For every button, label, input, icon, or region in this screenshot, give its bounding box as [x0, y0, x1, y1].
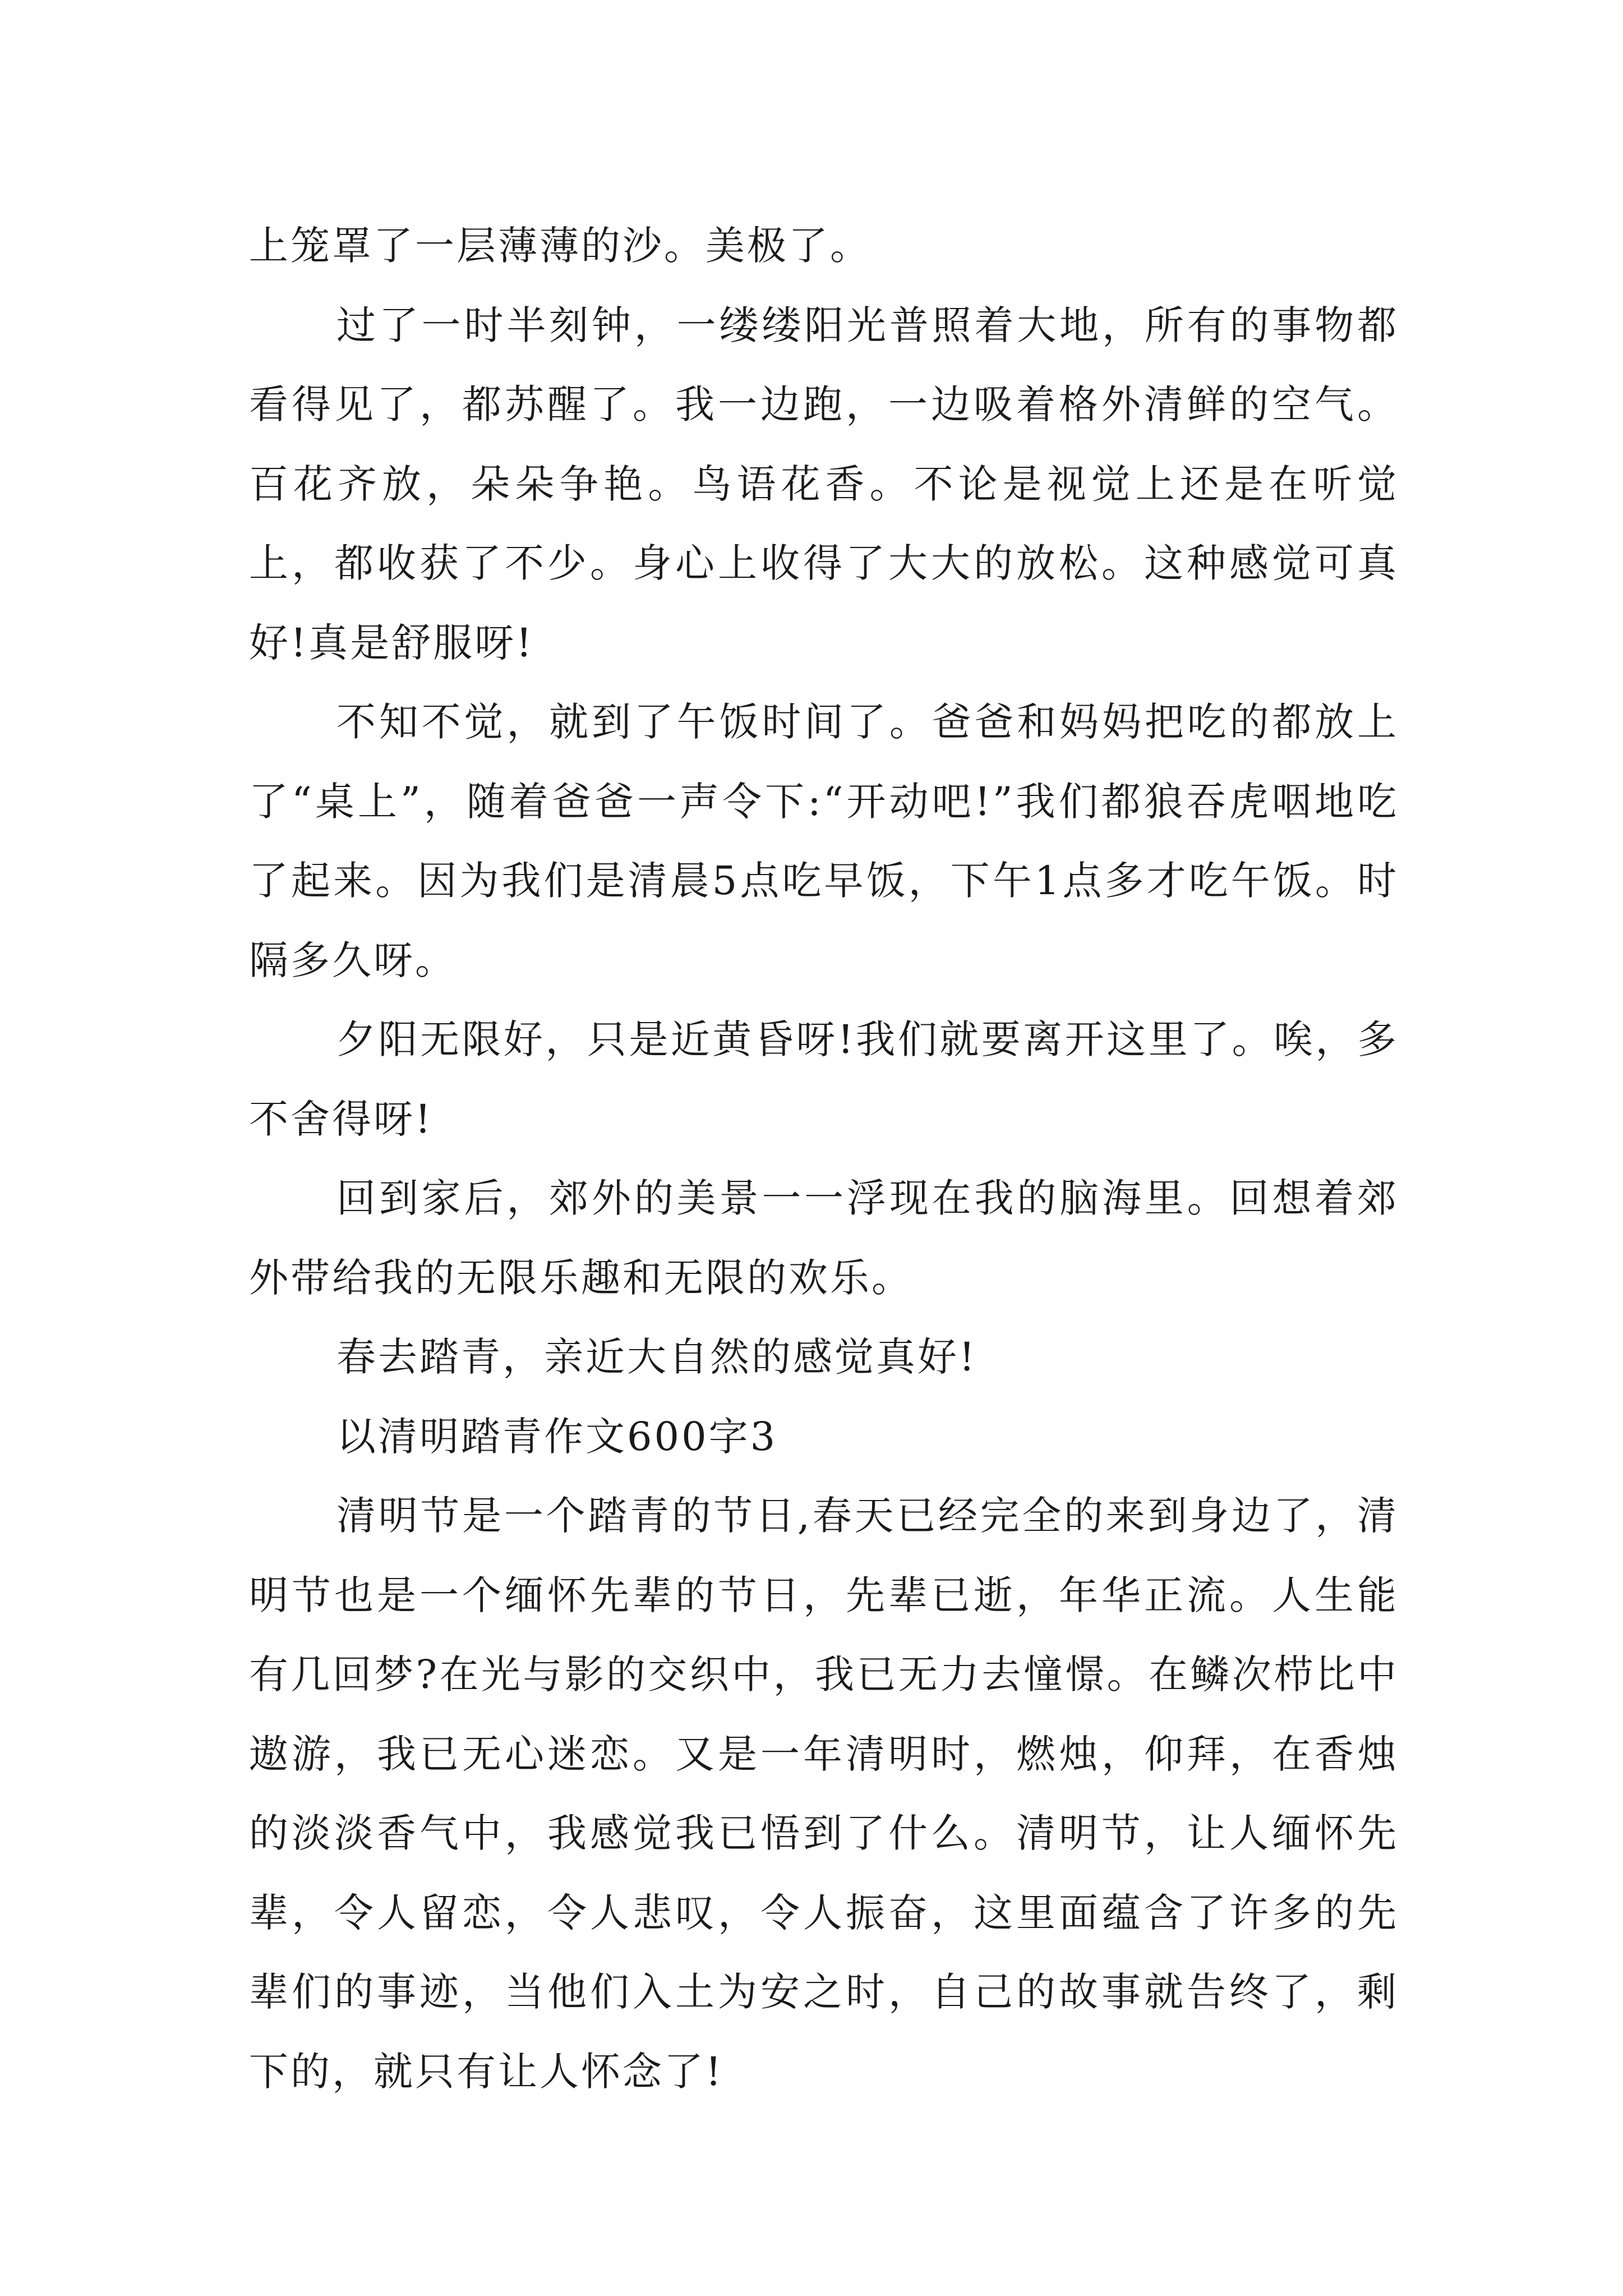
paragraph-lunch: 不知不觉，就到了午饭时间了。爸爸和妈妈把吃的都放上了“桌上”，随着爸爸一声令下:“开动吧!”我们都狼吞虎咽地吃了起来。因为我们是清晨5点吃早饭，下午1点多才吃午饭。时隔多久呀。	[249, 699, 1399, 983]
paragraph-conclusion: 春去踏青，亲近大自然的感觉真好!	[336, 1334, 978, 1380]
document-body	[249, 206, 1399, 2111]
paragraph-continuation: 上笼罩了一层薄薄的沙。美极了。	[249, 223, 872, 269]
essay-heading: 以清明踏青作文600字3	[336, 1413, 778, 1460]
paragraph-sunset: 夕阳无限好，只是近黄昏呀!我们就要离开这里了。唉，多不舍得呀!	[249, 1016, 1399, 1142]
paragraph-qingming: 清明节是一个踏青的节日,春天已经完全的来到身边了，清明节也是一个缅怀先辈的节日，先辈已逝，年华正流。人生能有几回梦?在光与影的交织中，我已无力去憧憬。在鳞次栉比中遨游，我已无心迷恋。又是一年清明时，燃烛，仰拜，在香烛的淡淡香气中，我感觉我已悟到了什么。清明节，让人缅怀先辈，令人留恋，令人悲叹，令人振奋，这里面蕴含了许多的先辈们的事迹，当他们入土为安之时，自己的故事就告终了，剩下的，就只有让人怀念了!	[249, 1493, 1399, 2095]
paragraph-home: 回到家后，郊外的美景一一浮现在我的脑海里。回想着郊外带给我的无限乐趣和无限的欢乐。	[249, 1175, 1399, 1301]
paragraph-sunlight: 过了一时半刻钟，一缕缕阳光普照着大地，所有的事物都看得见了，都苏醒了。我一边跑，一边吸着格外清鲜的空气。百花齐放，朵朵争艳。鸟语花香。不论是视觉上还是在听觉上，都收获了不少。身心上收得了大大的放松。这种感觉可真好!真是舒服呀!	[249, 302, 1399, 666]
